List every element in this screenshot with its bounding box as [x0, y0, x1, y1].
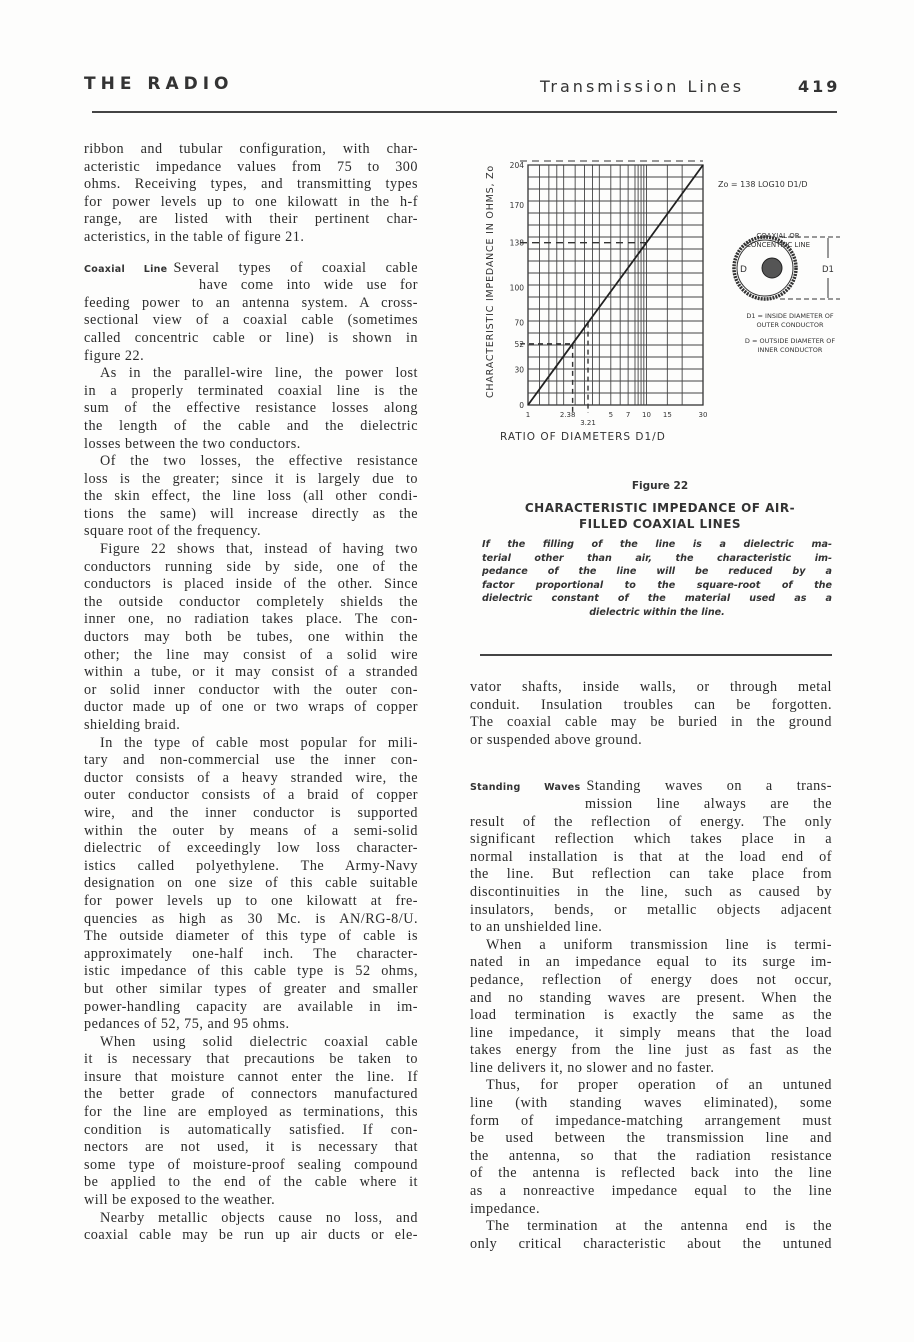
legend-line: OUTER CONDUCTOR: [756, 321, 824, 329]
right-column: [470, 679, 832, 1253]
diagram-title: COAXIAL OR: [756, 232, 800, 240]
caption-line: If the filling of the line is a dielectric ma-: [482, 539, 832, 550]
text-line: takes energy from the line just as fast as the: [470, 1042, 832, 1059]
text-line: result of the reflection of energy. The only: [470, 813, 832, 830]
y-tick-label: 0: [519, 401, 524, 410]
text-line: discontinuities in the line, such as caused by: [470, 883, 832, 900]
x-tick-label: 30: [698, 411, 708, 419]
text-line: be used between the transmission line and: [470, 1130, 832, 1147]
x-tick-label: 5: [608, 411, 614, 419]
figure-title-line: FILLED COAXIAL LINES: [578, 517, 742, 531]
y-tick-label: 170: [509, 201, 524, 210]
text-line: condition is automatically satisfied. If con-: [84, 1121, 418, 1138]
running-header-title: THE RADIO: [84, 74, 234, 94]
text-line: In the type of cable most popular for mili-: [100, 734, 418, 751]
text-line: Of the two losses, the effective resistance: [100, 453, 418, 470]
text-line: outer conductor consists of a braid of copper: [84, 787, 418, 804]
text-line: load termination is exactly the same as the: [470, 1007, 832, 1024]
text-line: shielding braid.: [84, 717, 181, 733]
text-line: ductors may both be tubes, one within the: [84, 629, 418, 646]
text-line: ribbon and tubular configuration, with char-: [84, 141, 418, 157]
figure-bottom-rule: [480, 654, 832, 656]
text-line: range, are listed with their pertinent char-: [84, 211, 418, 228]
text-line: line delivers it, no slower and no faster.: [470, 1059, 715, 1076]
text-line: When using solid dielectric coaxial cable: [100, 1033, 418, 1050]
text-line: the length of the cable and the dielectric: [84, 417, 418, 434]
x-tick-label: 3.21: [580, 419, 596, 427]
text-line: wire, and the inner conductor is supported: [84, 804, 418, 821]
text-line: loss is the greater; since it is largely due to: [84, 470, 418, 487]
text-line: ductor made up of one or two wraps of copper: [84, 699, 418, 716]
x-tick-label: 7: [625, 411, 631, 419]
x-tick-label: 1: [525, 411, 531, 419]
text-line: [470, 778, 832, 796]
y-axis-label: CHARACTERISTIC IMPEDANCE IN OHMS, Zo: [485, 164, 496, 398]
text-line: as a nonreactive impedance equal to the line: [470, 1183, 832, 1200]
section-gap: [470, 765, 832, 778]
caption-line: factor proportional to the square-root of the: [482, 579, 832, 591]
legend-line: D1 = INSIDE DIAMETER OF: [746, 312, 834, 320]
legend-line: D = OUTSIDE DIAMETER OF: [744, 337, 836, 345]
text-line: Figure 22 shows that, instead of having two: [100, 541, 418, 558]
text-span: Standing waves on a trans-: [586, 778, 832, 795]
text-line: The coaxial cable may be buried in the ground: [470, 714, 832, 731]
page-number: 419: [798, 77, 841, 96]
text-line: conduit. Insulation troubles can be forgotten.: [470, 696, 832, 713]
text-line: inner one, no radiation takes place. The con-: [84, 611, 418, 628]
text-line: quencies as high as 30 Mc. is AN/RG-8/U.: [84, 910, 418, 927]
figure-caption: [482, 538, 832, 620]
text-line: have come into wide use for: [199, 277, 418, 294]
text-line: The outside diameter of this type of cable is: [84, 928, 418, 945]
text-line: When a uniform transmission line is termi-: [486, 936, 832, 953]
text-line: or solid inner conductor with the outer con-: [84, 681, 418, 698]
text-line: the better grade of connectors manufactured: [84, 1086, 418, 1103]
text-line: pedances of 52, 75, and 95 ohms.: [84, 1016, 290, 1033]
x-axis-label: RATIO OF DIAMETERS D1/D: [500, 431, 666, 443]
text-line: pedance, reflection of energy does not occur,: [470, 971, 832, 988]
y-tick-label: 70: [514, 318, 524, 328]
text-line: within the outer by means of a semi-solid: [84, 822, 418, 839]
text-line: figure 22.: [84, 347, 145, 364]
text-line: nated in an impedance equal to its surge im-: [470, 954, 832, 971]
text-line: ductor consists of a heavy stranded wire, the: [84, 769, 418, 786]
caption-line: dielectric within the line.: [589, 606, 725, 618]
text-line: significant reflection which takes place in a: [470, 831, 832, 848]
text-line: the antenna, so that the radiation resistance: [470, 1147, 832, 1164]
text-line: in a properly terminated coaxial line is the: [84, 382, 418, 399]
text-line: and no standing waves are present. When the: [470, 989, 832, 1006]
text-line: tary and non-commercial use the inner con-: [84, 752, 418, 769]
section-heading: Coaxial Line: [84, 263, 168, 275]
y-tick-label: 204: [509, 161, 524, 170]
text-line: or suspended above ground.: [470, 731, 643, 748]
text-line: line (with standing waves eliminated), some: [470, 1095, 832, 1112]
figure-title-line: CHARACTERISTIC IMPEDANCE OF AIR-: [524, 501, 796, 515]
text-line: called concentric cable or line) is shown in: [84, 329, 418, 346]
text-line: to an unshielded line.: [470, 919, 603, 936]
text-line: tions the same) will increase directly as the: [84, 505, 418, 522]
text-line: power-handling capacity are available in im-: [84, 998, 418, 1015]
caption-line: dielectric constant of the material used as a: [482, 593, 832, 605]
text-line: but other similar types of greater and smaller: [84, 980, 418, 997]
figure-title: [478, 500, 842, 532]
text-line: istics called polyethylene. The Army-Navy: [84, 857, 418, 874]
text-line: it is necessary that precautions be taken to: [84, 1051, 418, 1068]
formula: Zo = 138 LOG10 D1/D: [718, 180, 808, 189]
inner-conductor-icon: [762, 258, 782, 278]
text-line: approximately one-half inch. The character-: [84, 945, 418, 962]
text-line: form of impedance-matching arrangement must: [470, 1112, 832, 1129]
text-line: some type of moisture-proof sealing compound: [84, 1156, 418, 1173]
text-line: within a tube, or it may consist of a stranded: [84, 664, 418, 681]
y-tick-label: 138: [509, 238, 524, 248]
diagram-title: CONCENTRIC LINE: [745, 241, 811, 249]
impedance-chart: [0, 0, 914, 470]
text-line: coaxial cable may be run up air ducts or ele-: [84, 1227, 418, 1244]
text-line: istic impedance of this cable type is 52 ohms,: [84, 963, 418, 980]
y-tick-label: 100: [509, 283, 524, 293]
x-tick-label: 10: [642, 411, 651, 419]
text-line: insure that moisture cannot enter the line. If: [84, 1068, 418, 1085]
text-line: insulators, bends, or metallic objects adjacent: [470, 901, 832, 918]
x-tick-label: 15: [662, 411, 672, 419]
text-line: impedance.: [470, 1200, 540, 1217]
diameter-d1-label: D1: [822, 265, 834, 275]
diameter-d-label: D: [740, 265, 747, 275]
caption-line: pedance of the line will be reduced by a: [482, 566, 832, 578]
text-line: feeding power to an antenna system. A cross-: [84, 294, 418, 311]
text-line: line impedance, it simply means that the load: [470, 1024, 832, 1041]
text-line: Nearby metallic objects cause no loss, and: [100, 1209, 418, 1226]
text-line: other; the line may consist of a solid wire: [84, 646, 418, 663]
caption-line: terial other than air, the characteristic im-: [482, 552, 832, 564]
section-heading: Standing Waves: [470, 782, 581, 794]
text-line: mission line always are the: [585, 795, 832, 812]
text-line: acteristic impedance values from 75 to 300: [84, 158, 418, 175]
text-line: for power levels up to one kilowatt at fre-: [84, 892, 418, 909]
text-line: acteristics, in the table of figure 21.: [84, 228, 305, 245]
text-line: for power levels up to one kilowatt in the h-f: [84, 193, 418, 210]
text-line: will be exposed to the weather.: [84, 1192, 276, 1209]
text-line: be applied to the end of the cable where it: [84, 1174, 418, 1191]
y-tick-label: 52: [514, 339, 524, 349]
text-line: conductors is placed inside of the other. Since: [84, 576, 418, 593]
text-line: nectors are not used, it is necessary that: [84, 1139, 418, 1156]
text-line: only critical characteristic about the untuned: [470, 1235, 832, 1252]
text-line: square root of the frequency.: [84, 523, 262, 540]
text-line: designation on one size of this cable suitable: [84, 875, 418, 892]
text-line: the line. But reflection can take place from: [470, 866, 832, 883]
x-tick-label: 2.38: [559, 411, 576, 419]
text-line: the skin effect, the line loss (all other condi-: [84, 488, 418, 505]
text-line: for the line are employed as terminations, this: [84, 1104, 418, 1121]
legend-line: INNER CONDUCTOR: [757, 346, 823, 354]
text-line: vator shafts, inside walls, or through metal: [470, 679, 832, 695]
text-line: dielectric of exceedingly low loss character-: [84, 840, 418, 857]
figure-number: Figure 22: [631, 480, 689, 492]
text-line: sectional view of a coaxial cable (sometimes: [84, 312, 418, 329]
running-header-section: Transmission Lines: [540, 77, 745, 96]
text-line: The termination at the antenna end is the: [486, 1218, 832, 1235]
text-line: losses between the two conductors.: [84, 435, 301, 452]
section-gap: [470, 749, 832, 765]
text-line: conductors running side by side, one of the: [84, 558, 418, 575]
y-tick-label: 30: [514, 365, 524, 375]
text-line: As in the parallel-wire line, the power lost: [100, 365, 418, 382]
text-line: sum of the effective resistance losses along: [84, 400, 418, 417]
text-span: Several types of coaxial cable: [173, 259, 418, 276]
text-line: the outside conductor completely shields the: [84, 593, 418, 610]
text-line: Thus, for proper operation of an untuned: [486, 1077, 832, 1094]
text-line: ohms. Receiving types, and transmitting types: [84, 176, 418, 193]
text-line: normal installation is that at the load end of: [470, 848, 832, 865]
text-line: of the antenna is reflected back into the line: [470, 1165, 832, 1182]
